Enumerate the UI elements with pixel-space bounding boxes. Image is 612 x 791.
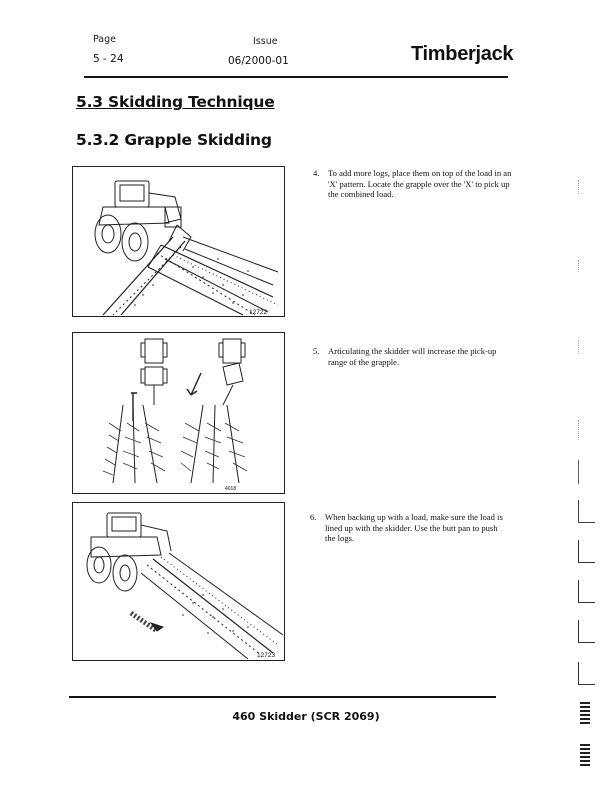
step-5 xyxy=(313,346,513,376)
step-number: 6. xyxy=(310,512,317,522)
figure-id-label: 4018 xyxy=(225,486,237,492)
footer-rule xyxy=(69,696,496,698)
step-text: When backing up with a load, make sure the load is lined up with the skidder. Use the butt pan to push the logs. xyxy=(325,512,503,544)
header-rule xyxy=(84,76,508,78)
issue-label: Issue xyxy=(253,36,278,47)
figure-backing-up xyxy=(72,502,285,661)
figure-id-label: 12723 xyxy=(257,652,276,659)
skidder-x-pattern-illustration xyxy=(73,167,284,316)
issue-number: 06/2000-01 xyxy=(228,55,289,67)
step-number: 5. xyxy=(313,346,320,356)
step-6 xyxy=(310,512,510,552)
figure-articulating xyxy=(72,332,285,494)
figure-log-x-pattern xyxy=(72,166,285,317)
brand-logo: Timberjack xyxy=(411,43,514,65)
section-heading: 5.3 Skidding Technique xyxy=(76,93,275,111)
step-text: To add more logs, place them on top of the load in an 'X' pattern. Locate the grapple over the 'X' to pick up the combined load. xyxy=(328,168,512,200)
figure-id-label: 12722 xyxy=(249,309,268,316)
footer-title: 460 Skidder (SCR 2069) xyxy=(232,710,380,723)
step-4 xyxy=(313,168,513,208)
page-number: 5 - 24 xyxy=(93,53,124,65)
page-label: Page xyxy=(93,34,116,45)
subsection-heading: 5.3.2 Grapple Skidding xyxy=(76,131,272,149)
skidder-articulation-illustration xyxy=(73,333,284,493)
step-text: Articulating the skidder will increase the pick-up range of the grapple. xyxy=(328,346,497,367)
step-number: 4. xyxy=(313,168,320,178)
skidder-backing-illustration xyxy=(73,503,284,660)
